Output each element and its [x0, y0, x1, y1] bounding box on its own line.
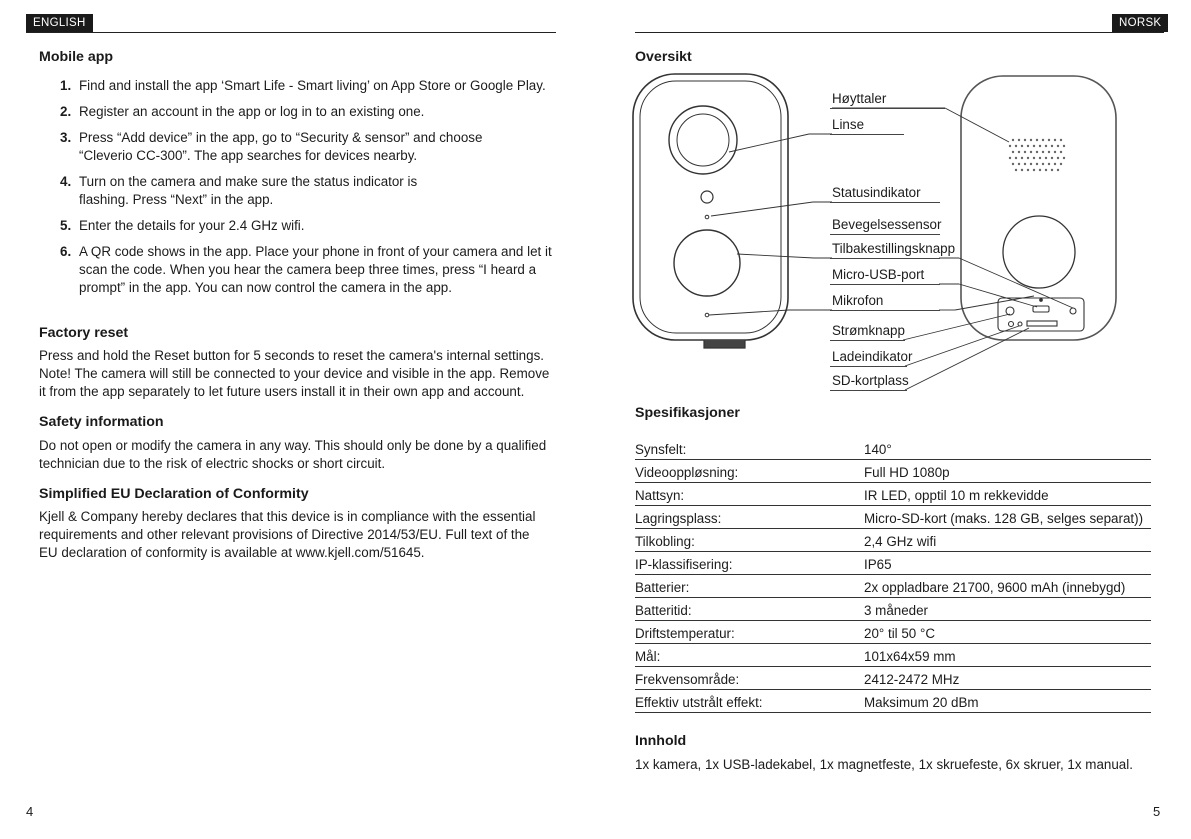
spec-key: Frekvensområde:: [635, 672, 740, 687]
step-item: [39, 103, 559, 121]
step-text: Register an account in the app or log in to an existing one.: [79, 104, 425, 119]
header-rule: [26, 32, 556, 33]
specifications-heading: Spesifikasjoner: [635, 405, 740, 421]
language-tab-norsk: NORSK: [1112, 14, 1168, 32]
spec-value: 101x64x59 mm: [864, 649, 956, 664]
label-speaker: Høyttaler: [832, 91, 887, 106]
factory-reset-heading: Factory reset: [39, 325, 129, 341]
spec-value: 2,4 GHz wifi: [864, 534, 937, 549]
step-item: [39, 129, 509, 165]
spec-row: [635, 436, 1151, 460]
motion-sensor-icon: [674, 230, 740, 296]
step-item: [39, 217, 559, 235]
spec-key: Lagringsplass:: [635, 511, 722, 526]
contents-heading: Innhold: [635, 733, 687, 749]
label-microphone: Mikrofon: [832, 293, 884, 308]
camera-back-view: [961, 76, 1116, 340]
step-text: Enter the details for your 2.4 GHz wifi.: [79, 218, 305, 233]
spec-key: Synsfelt:: [635, 442, 687, 457]
safety-heading: Safety information: [39, 414, 164, 430]
spec-value: 3 måneder: [864, 603, 929, 618]
eu-declaration-heading: Simplified EU Declaration of Conformity: [39, 486, 309, 502]
label-lens: Linse: [832, 117, 865, 132]
spec-value: Maksimum 20 dBm: [864, 695, 979, 710]
header-rule: [635, 32, 1164, 33]
step-text: A QR code shows in the app. Place your phone in front of your camera and let it scan the code. When you hear the camera beep three times, press “I heard a prompt” in the app. You can now control the camera in the app.: [79, 244, 552, 295]
camera-front-view: [633, 74, 788, 348]
spec-key: IP-klassifisering:: [635, 557, 733, 572]
spec-key: Driftstemperatur:: [635, 626, 735, 641]
spec-row: [635, 459, 1151, 483]
factory-reset-text: Press and hold the Reset button for 5 seconds to reset the camera's internal settings. Note! The camera will still be connected to your device and visible in the app. Remove it from the app separately to let future users install it in their own app and account.: [39, 348, 550, 399]
callout-rule: [830, 134, 904, 135]
status-indicator-icon: [701, 191, 713, 203]
contents-text: 1x kamera, 1x USB-ladekabel, 1x magnetfeste, 1x skruefeste, 6x skruer, 1x manual.: [635, 757, 1133, 772]
step-number: 5.: [60, 218, 72, 233]
spec-value: 20° til 50 °C: [864, 626, 936, 641]
mobile-app-heading: Mobile app: [39, 49, 114, 65]
callout-rule: [830, 310, 940, 311]
label-reset-button: Tilbakestillingsknapp: [832, 241, 956, 256]
spec-value: 2x oppladbare 21700, 9600 mAh (innebygd): [864, 580, 1126, 595]
spec-key: Batteritid:: [635, 603, 692, 618]
page-number: 4: [26, 804, 34, 819]
callout-rule: [830, 340, 905, 341]
page-english: [0, 0, 595, 839]
spec-key: Nattsyn:: [635, 488, 685, 503]
overview-heading: Oversikt: [635, 49, 692, 65]
spec-value: Full HD 1080p: [864, 465, 950, 480]
step-text: Press “Add device” in the app, go to “Security & sensor” and choose “Cleverio CC-300”. The app searches for devices nearby.: [79, 130, 483, 163]
spec-row: [635, 528, 1151, 552]
spec-key: Videooppløsning:: [635, 465, 739, 480]
mobile-app-steps: [39, 77, 559, 297]
label-status-indicator: Statusindikator: [832, 185, 921, 200]
callout-rule: [830, 202, 940, 203]
callout-rule: [830, 234, 940, 235]
spec-value: Micro-SD-kort (maks. 128 GB, selges separat)): [864, 511, 1144, 526]
lens-icon: [669, 106, 737, 174]
label-power-button: Strømknapp: [832, 323, 905, 338]
label-charge-indicator: Ladeindikator: [832, 349, 913, 364]
callout-rule: [830, 258, 940, 259]
label-sd-slot: SD-kortplass: [832, 373, 909, 388]
spec-value: 2412-2472 MHz: [864, 672, 960, 687]
step-number: 1.: [60, 78, 72, 93]
spec-row: [635, 689, 1151, 713]
spec-key: Mål:: [635, 649, 661, 664]
spec-key: Effektiv utstrålt effekt:: [635, 695, 763, 710]
spec-row: [635, 482, 1151, 506]
spec-row: [635, 666, 1151, 690]
camera-diagram: [629, 70, 1159, 398]
label-motion-sensor: Bevegelsessensor: [832, 217, 942, 232]
step-text: Find and install the app ‘Smart Life - Smart living’ on App Store or Google Play.: [79, 78, 546, 93]
sd-slot-icon: [1027, 321, 1057, 326]
spec-row: [635, 597, 1151, 621]
port-panel: [998, 298, 1084, 331]
callout-rule: [830, 284, 940, 285]
spec-value: IR LED, opptil 10 m rekkevidde: [864, 488, 1049, 503]
power-button-icon: [1009, 322, 1014, 327]
page-norsk: [596, 0, 1191, 839]
step-number: 4.: [60, 174, 72, 189]
speaker-grille-icon: [1009, 139, 1065, 171]
safety-text: Do not open or modify the camera in any way. This should only be done by a qualified technician due to the risk of electric shocks or short circuit.: [39, 438, 547, 471]
eu-declaration-text: Kjell & Company hereby declares that this device is in compliance with the essential requirements and other relevant provisions of Directive 2014/53/EU. Full text of the EU declaration of conformity is available at www.kjell.com/51645.: [39, 509, 536, 560]
callout-rule: [830, 366, 907, 367]
spec-row: [635, 643, 1151, 667]
label-micro-usb-port: Micro-USB-port: [832, 267, 925, 282]
step-number: 6.: [60, 244, 72, 259]
page-number: 5: [1153, 804, 1161, 819]
step-item: [39, 243, 557, 297]
spec-value: IP65: [864, 557, 892, 572]
callout-rule: [830, 108, 945, 109]
language-tab-english: ENGLISH: [26, 14, 93, 32]
spec-row: [635, 505, 1151, 529]
step-number: 2.: [60, 104, 72, 119]
step-item: [39, 173, 449, 209]
spec-row: [635, 620, 1151, 644]
spec-key: Batterier:: [635, 580, 690, 595]
spec-value: 140°: [864, 442, 892, 457]
step-number: 3.: [60, 130, 72, 145]
spec-row: [635, 551, 1151, 575]
spec-key: Tilkobling:: [635, 534, 695, 549]
spec-row: [635, 574, 1151, 598]
step-text: Turn on the camera and make sure the status indicator is flashing. Press “Next” in the app.: [79, 174, 418, 207]
step-item: [39, 77, 559, 95]
callout-rule: [830, 390, 907, 391]
